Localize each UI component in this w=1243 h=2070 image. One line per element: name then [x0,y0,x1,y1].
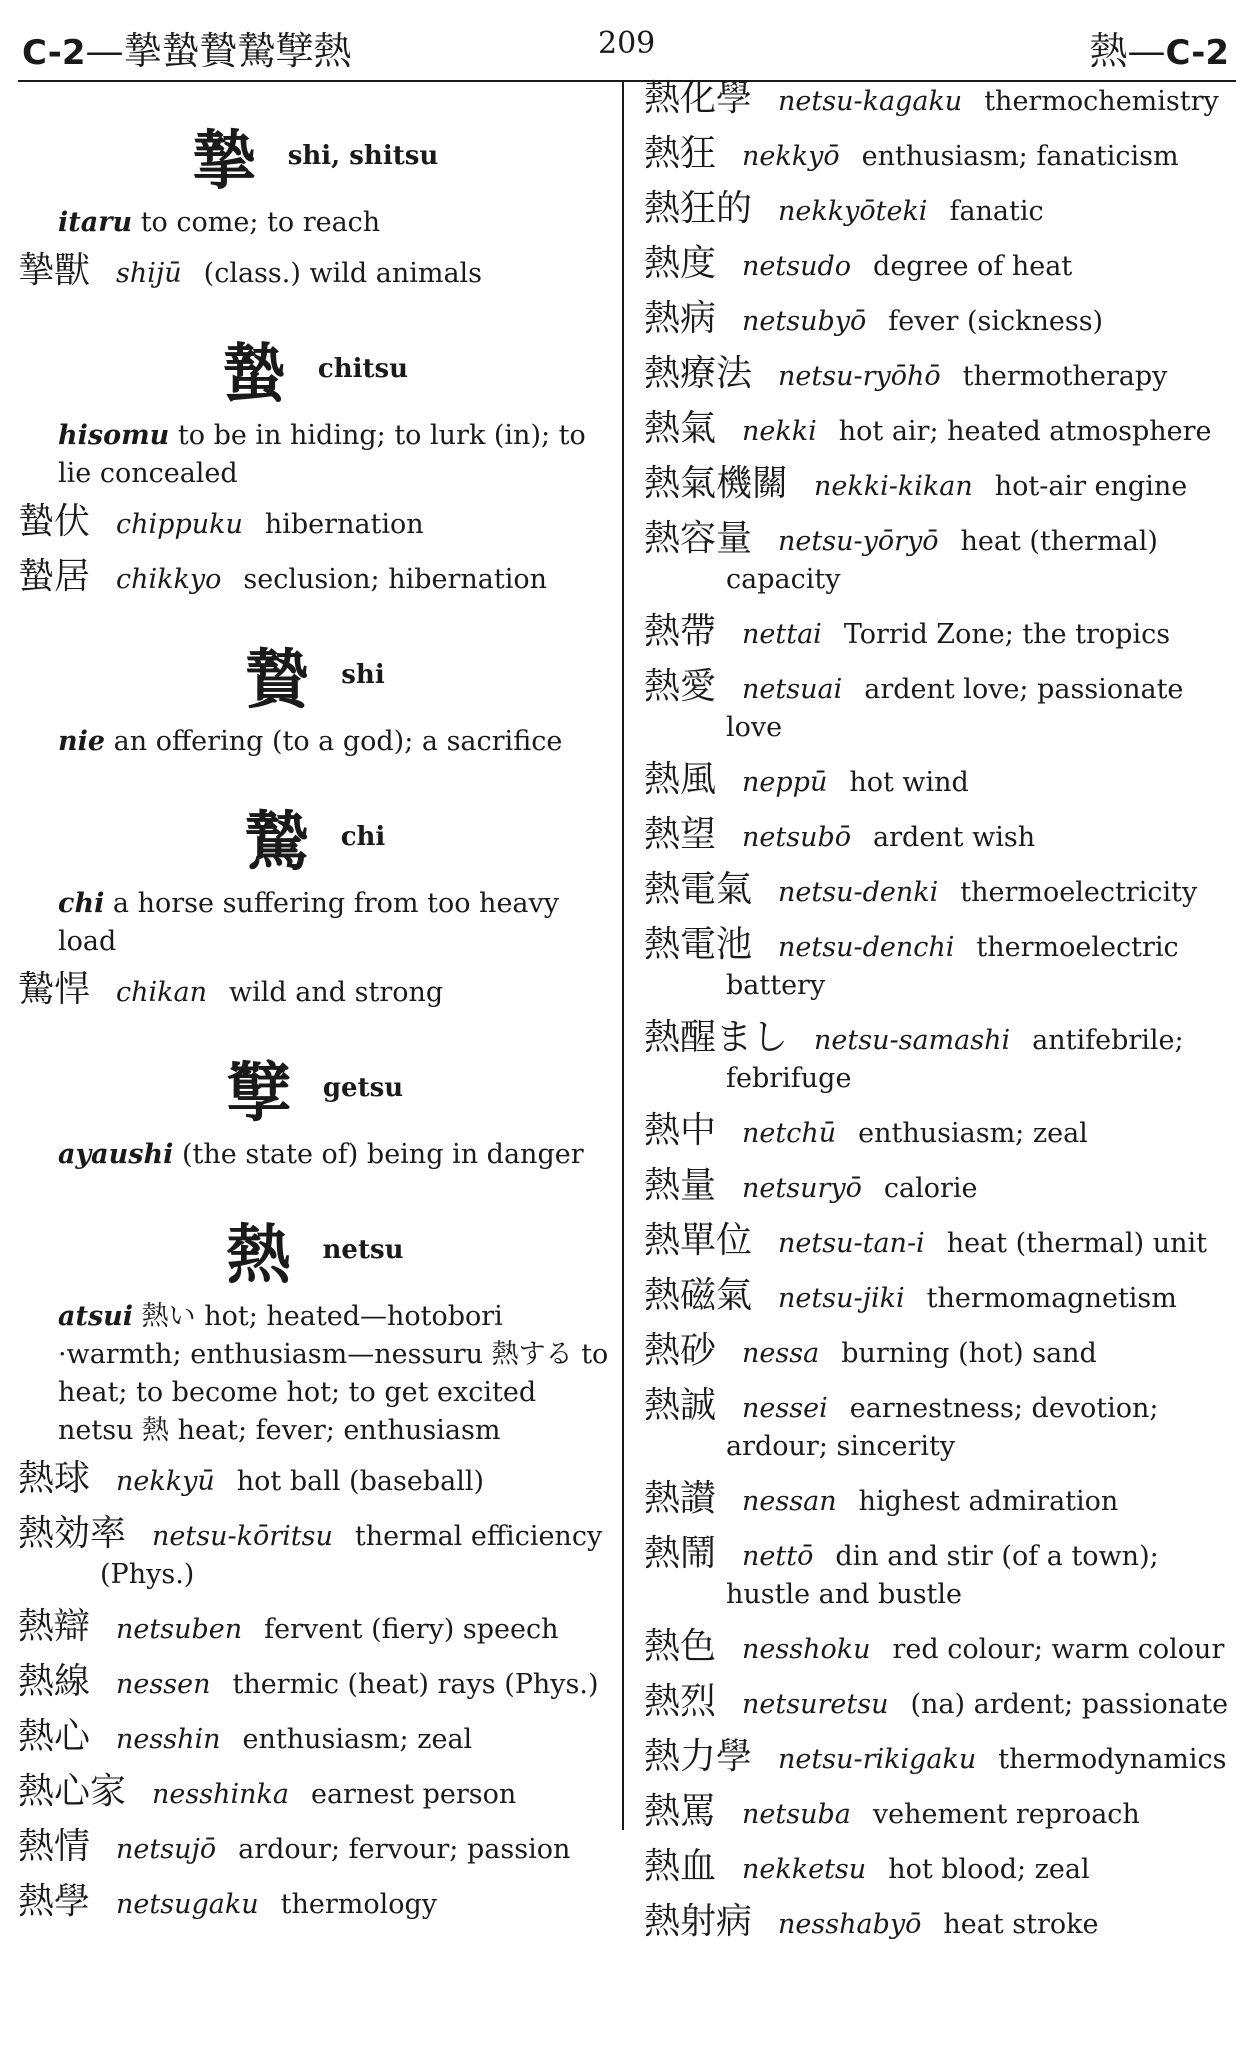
entry-reading: netsu-denchi [778,932,955,963]
heading-kanji: 蟄 [221,337,286,412]
entry-japanese: 熱電池 [644,924,753,965]
entry-reading: netsu-samashi [814,1025,1011,1056]
heading-kanji: 孼 [226,1056,291,1131]
page-header [0,0,1243,80]
dictionary-entry [644,668,1236,747]
dictionary-entry [644,410,1236,451]
entry-japanese: 熱帶 [644,611,717,652]
entry-japanese: 熱度 [644,243,717,284]
entry-reading: nettai [742,619,822,650]
dictionary-entry [18,1828,612,1869]
dictionary-entry [644,190,1236,231]
entry-meaning: thermal efficiency (Phys.) [100,1521,603,1590]
header-left [22,20,352,75]
entry-meaning: thermology [280,1889,438,1920]
entry-reading: nekki-kikan [814,471,973,502]
heading-reading: chitsu [317,354,409,384]
heading-reading: getsu [322,1073,404,1103]
entry-japanese: 熱量 [644,1165,717,1206]
dictionary-entry [644,1535,1236,1614]
dictionary-entry [644,1387,1236,1466]
dictionary-entry [644,1793,1236,1834]
entry-reading: netsuba [742,1799,851,1830]
dictionary-entry [18,1515,612,1594]
dictionary-entry [644,245,1236,286]
entry-meaning: heat (thermal) unit [946,1228,1207,1259]
entry-reading: netsu-tan-i [778,1228,925,1259]
dictionary-entry [644,355,1236,396]
entry-reading: nekkyū [116,1466,215,1497]
character-definition [18,417,612,493]
entry-japanese: 熱色 [644,1626,717,1667]
entry-reading: netsugaku [116,1889,259,1920]
entry-meaning: (na) ardent; passionate [910,1689,1229,1720]
entry-japanese: 熱望 [644,814,717,855]
entry-japanese: 熱射病 [644,1901,753,1942]
dictionary-entry [644,135,1236,176]
dictionary-entry [644,926,1236,1005]
dictionary-entry [644,1738,1236,1779]
entry-meaning: hot-air engine [994,471,1188,502]
entry-meaning: fanatic [949,196,1044,227]
character-heading [18,1042,612,1132]
entry-meaning: enthusiasm; zeal [858,1118,1088,1149]
heading-reading: netsu [322,1235,404,1265]
character-heading [18,629,612,719]
character-definition [18,1136,612,1174]
entry-japanese: 摯獸 [18,250,91,291]
entry-japanese: 熱中 [644,1110,717,1151]
dictionary-entry [644,613,1236,654]
entry-reading: nessa [742,1338,820,1369]
entry-japanese: 熱醒まし [644,1017,789,1058]
entry-japanese: 熱誠 [644,1385,717,1426]
dictionary-entry [644,1277,1236,1318]
heading-reading: shi [341,660,385,690]
entry-reading: chippuku [116,509,243,540]
entry-reading: netchū [742,1118,837,1149]
dictionary-entry [18,1663,612,1704]
entry-japanese: 熱狂 [644,133,717,174]
character-heading [18,1204,612,1294]
character-heading [18,791,612,881]
dictionary-entry [18,971,612,1012]
entry-meaning: heat stroke [943,1909,1099,1940]
entry-reading: nekkyōteki [778,196,928,227]
entry-japanese: 熱氣 [644,408,717,449]
header-left-code: C-2 [22,33,86,73]
definition-text: an offering (to a god); a sacrifice [113,726,563,757]
character-heading [18,323,612,413]
dictionary-entry [644,1628,1236,1669]
dictionary-entry [644,80,1236,121]
entry-meaning: thermoelectric battery [726,932,1179,1001]
entry-meaning: wild and strong [229,977,444,1008]
entry-reading: netsu-rikigaku [778,1744,977,1775]
column-divider [622,80,624,1830]
dictionary-entry [644,1683,1236,1724]
entry-reading: netsu-kōritsu [152,1521,333,1552]
dictionary-entry [644,1222,1236,1263]
entry-meaning: Torrid Zone; the tropics [843,619,1171,650]
entry-japanese: 熱罵 [644,1791,717,1832]
definition-text: (the state of) being in danger [182,1139,584,1170]
dictionary-entry [18,1718,612,1759]
entry-reading: netsuretsu [742,1689,889,1720]
entry-meaning: ardent love; passionate love [726,674,1184,743]
entry-reading: netsubyō [742,306,867,337]
character-definition [18,723,612,761]
entry-reading: nesshinka [152,1779,289,1810]
entry-reading: netsu-ryōhō [778,361,941,392]
entry-reading: netsubō [742,822,852,853]
dictionary-entry [644,1332,1236,1373]
entry-reading: nekketsu [742,1854,867,1885]
entry-japanese: 熱情 [18,1826,91,1867]
dictionary-entry [644,1903,1236,1944]
entry-japanese: 熱容量 [644,518,753,559]
dictionary-entry [644,1848,1236,1889]
entry-meaning: antifebrile; febrifuge [726,1025,1184,1094]
entry-japanese: 熱化學 [644,78,753,119]
entry-japanese: 熱線 [18,1661,91,1702]
header-left-kanji: —摯蟄贄騺孼熱 [85,29,352,73]
entry-japanese: 熱血 [644,1846,717,1887]
definition-text: to be in hiding; to lurk (in); to lie concealed [58,420,586,489]
definition-text: a horse suffering from too heavy load [58,888,560,957]
header-right-kanji: 熱— [1089,29,1166,73]
entry-japanese: 熱學 [18,1881,91,1922]
definition-word: atsui [58,1301,134,1332]
definition-word: chi [58,888,105,919]
definition-word: itaru [58,207,133,238]
entry-japanese: 熱風 [644,759,717,800]
entry-meaning: earnestness; devotion; ardour; sincerity [726,1393,1159,1462]
entry-meaning: burning (hot) sand [841,1338,1097,1369]
entry-japanese: 熱病 [644,298,717,339]
entry-reading: shijū [116,258,182,289]
entry-reading: chikkyo [116,564,222,595]
entry-meaning: din and stir (of a town); hustle and bustle [726,1541,1159,1610]
dictionary-entry [644,1480,1236,1521]
dictionary-entry [644,871,1236,912]
entry-reading: nessen [116,1669,211,1700]
dictionary-entry [18,1883,612,1924]
entry-reading: chikan [116,977,208,1008]
entry-japanese: 蟄伏 [18,501,91,542]
entry-reading: nessei [742,1393,828,1424]
character-definition [18,885,612,961]
entry-japanese: 熱讃 [644,1478,717,1519]
entry-meaning: hot air; heated atmosphere [838,416,1212,447]
entry-japanese: 熱球 [18,1458,91,1499]
dictionary-entry [18,503,612,544]
character-definition [18,1298,612,1450]
entry-meaning: red colour; warm colour [892,1634,1225,1665]
heading-kanji: 騺 [244,805,309,880]
heading-reading: shi, shitsu [287,141,439,171]
entry-meaning: (class.) wild animals [203,258,483,289]
entry-meaning: thermodynamics [998,1744,1227,1775]
entry-meaning: hot blood; zeal [888,1854,1090,1885]
entry-meaning: ardour; fervour; passion [238,1834,571,1865]
entry-japanese: 熱電氣 [644,869,753,910]
entry-meaning: heat (thermal) capacity [726,526,1158,595]
definition-text: 熱い hot; heated—hotobori ·warmth; enthusiasm—nessuru 熱する to heat; to become hot; to get excited netsu 熱 heat; fever; enthusiasm [58,1301,609,1446]
entry-meaning: hibernation [264,509,424,540]
entry-reading: netsu-jiki [778,1283,905,1314]
entry-japanese: 熱効率 [18,1513,127,1554]
dictionary-entry [644,1112,1236,1153]
dictionary-entry [644,300,1236,341]
dictionary-entry [644,520,1236,599]
entry-meaning: calorie [883,1173,978,1204]
entry-meaning: thermomagnetism [926,1283,1177,1314]
entry-reading: netsuryō [742,1173,862,1204]
entry-meaning: degree of heat [873,251,1073,282]
dictionary-entry [18,1773,612,1814]
entry-meaning: hot ball (baseball) [236,1466,484,1497]
entry-japanese: 熱鬧 [644,1533,717,1574]
entry-reading: nekki [742,416,817,447]
left-column [18,80,612,1938]
entry-meaning: fever (sickness) [888,306,1104,337]
entry-meaning: thermochemistry [984,86,1219,117]
entry-meaning: seclusion; hibernation [243,564,548,595]
entry-reading: nekkyō [742,141,840,172]
entry-reading: netsu-yōryō [778,526,939,557]
dictionary-entry [18,1460,612,1501]
dictionary-entry [644,1167,1236,1208]
entry-japanese: 熱氣機關 [644,463,789,504]
right-column [644,80,1236,1958]
definition-word: nie [58,726,106,757]
entry-meaning: vehement reproach [872,1799,1140,1830]
definition-text: to come; to reach [140,207,381,238]
entry-reading: nesshabyō [778,1909,922,1940]
character-definition [18,204,612,242]
entry-japanese: 騺悍 [18,969,91,1010]
heading-reading: chi [340,822,386,852]
entry-reading: nesshoku [742,1634,871,1665]
definition-word: ayaushi [58,1139,174,1170]
character-heading [18,110,612,200]
entry-japanese: 熱心家 [18,1771,127,1812]
entry-japanese: 熱砂 [644,1330,717,1371]
dictionary-entry [644,465,1236,506]
dictionary-entry [644,1019,1236,1098]
entry-reading: netsu-denki [778,877,939,908]
entry-japanese: 熱力學 [644,1736,753,1777]
entry-japanese: 熱磁氣 [644,1275,753,1316]
entry-japanese: 熱心 [18,1716,91,1757]
page-number: 209 [598,26,656,61]
entry-meaning: ardent wish [873,822,1036,853]
heading-kanji: 熱 [226,1218,291,1293]
dictionary-entry [18,252,612,293]
entry-reading: nessan [742,1486,837,1517]
entry-meaning: earnest person [310,1779,517,1810]
entry-japanese: 熱療法 [644,353,753,394]
entry-reading: netsuai [742,674,843,705]
entry-japanese: 熱烈 [644,1681,717,1722]
entry-meaning: thermotherapy [962,361,1168,392]
entry-reading: nesshin [116,1724,221,1755]
entry-meaning: hot wind [849,767,969,798]
entry-meaning: highest admiration [858,1486,1119,1517]
entry-japanese: 熱辯 [18,1606,91,1647]
heading-kanji: 贄 [245,643,310,718]
heading-kanji: 摯 [191,124,256,199]
entry-reading: neppū [742,767,828,798]
dictionary-entry [18,558,612,599]
entry-meaning: thermic (heat) rays (Phys.) [232,1669,599,1700]
entry-japanese: 熱愛 [644,666,717,707]
entry-meaning: enthusiasm; zeal [242,1724,473,1755]
entry-reading: netsujō [116,1834,217,1865]
entry-japanese: 熱單位 [644,1220,753,1261]
dictionary-entry [644,816,1236,857]
definition-word: hisomu [58,420,170,451]
header-right [1089,20,1229,75]
entry-meaning: fervent (fiery) speech [264,1614,559,1645]
entry-reading: netsudo [742,251,852,282]
entry-reading: nettō [742,1541,814,1572]
dictionary-entry [644,761,1236,802]
entry-meaning: enthusiasm; fanaticism [861,141,1179,172]
entry-japanese: 蟄居 [18,556,91,597]
header-right-code: C-2 [1165,33,1229,73]
entry-japanese: 熱狂的 [644,188,753,229]
entry-reading: netsuben [116,1614,243,1645]
entry-meaning: thermoelectricity [960,877,1198,908]
dictionary-entry [18,1608,612,1649]
entry-reading: netsu-kagaku [778,86,963,117]
